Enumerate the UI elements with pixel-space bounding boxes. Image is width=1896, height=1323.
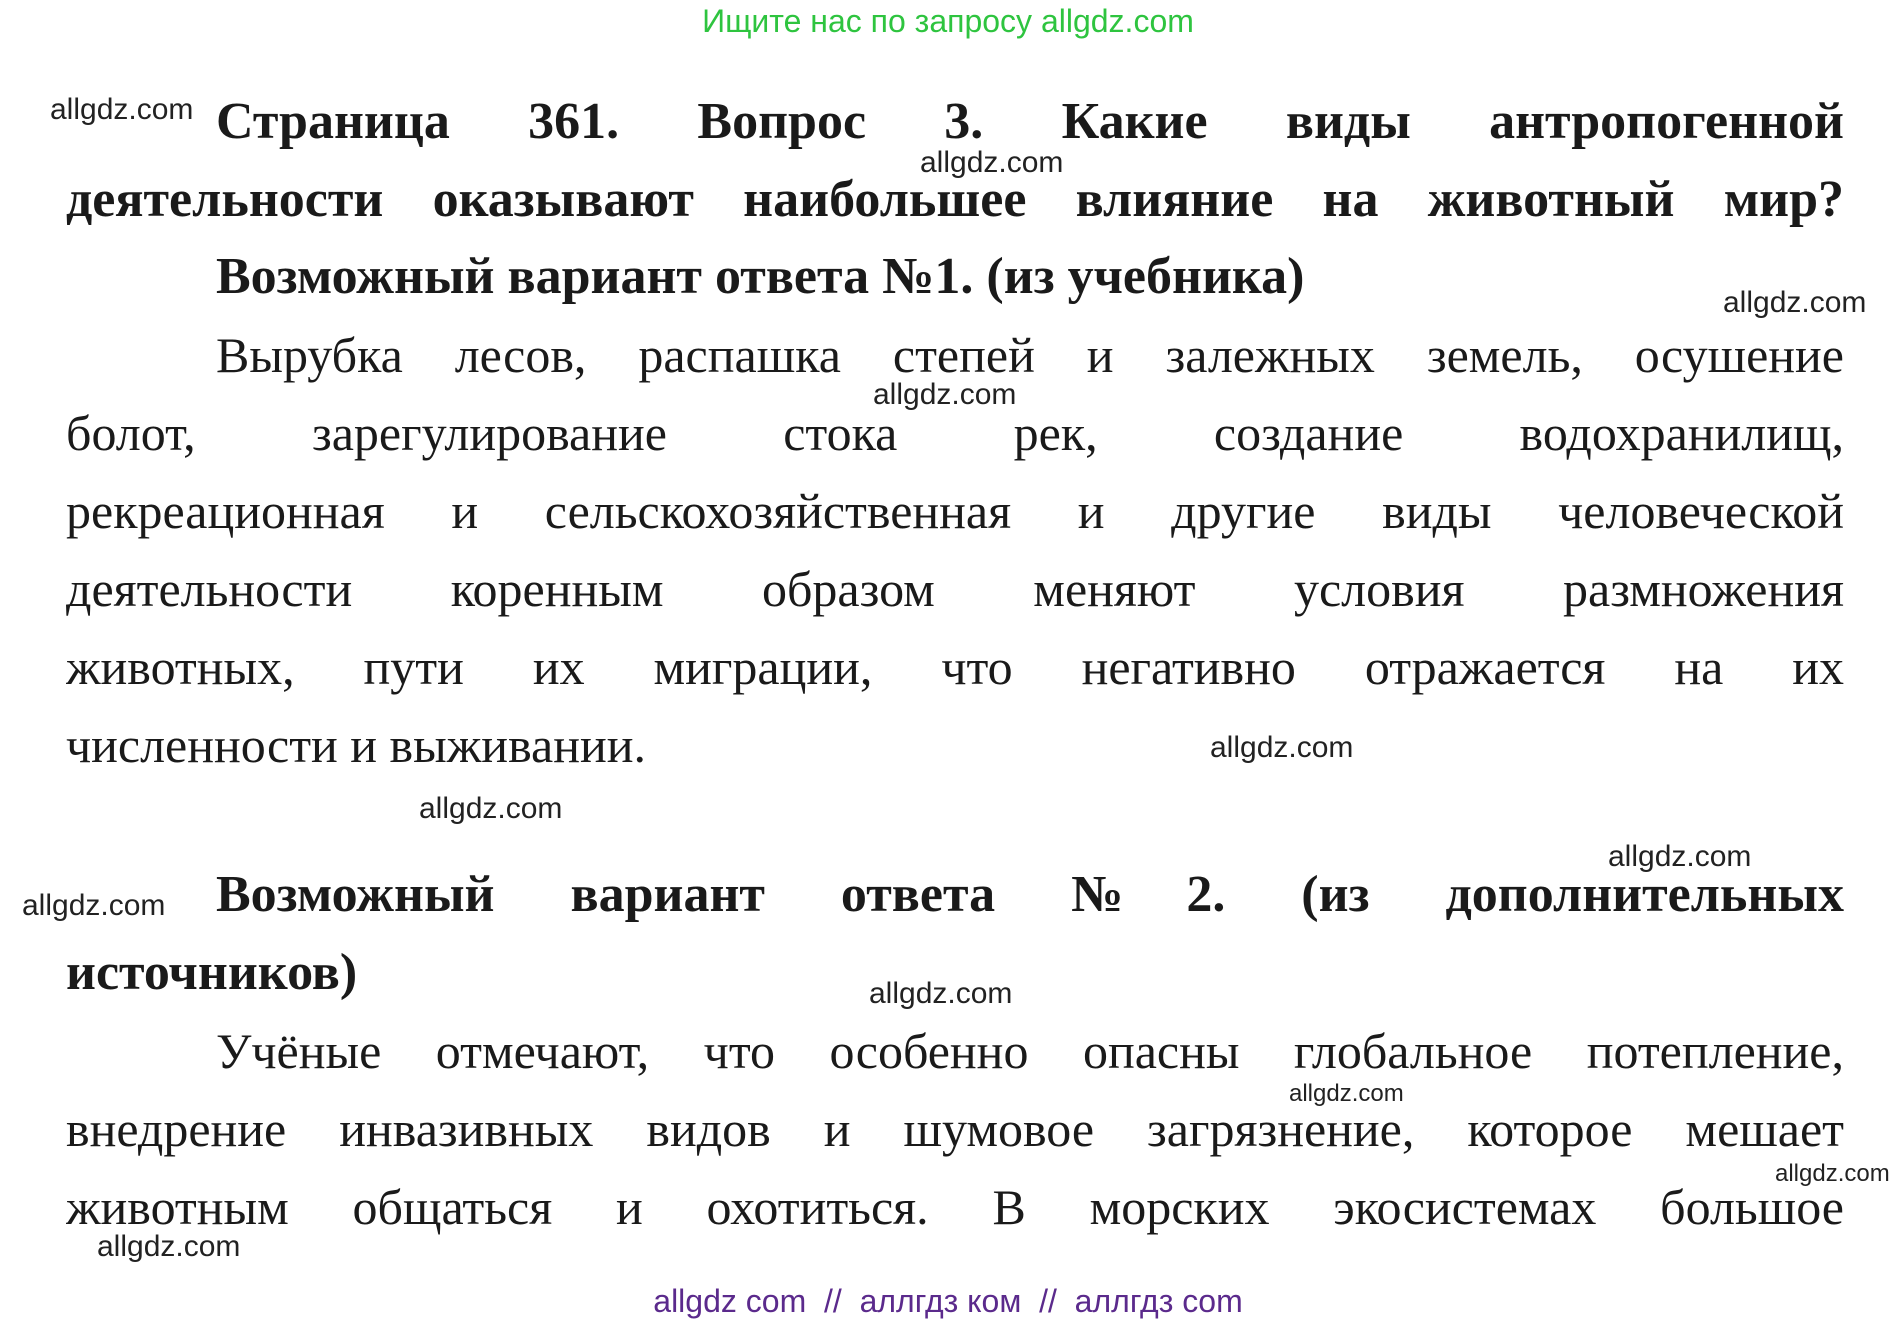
top-banner: Ищите нас по запросу allgdz.com bbox=[702, 3, 1194, 39]
answer-1-line: рекреационная и сельскохозяйственная и другие виды человеческой bbox=[66, 483, 1844, 539]
watermark: allgdz.com bbox=[419, 792, 563, 825]
watermark: allgdz.com bbox=[22, 889, 166, 922]
watermark: allgdz.com bbox=[1608, 840, 1752, 873]
answer-1-title: Возможный вариант ответа №1. (из учебника) bbox=[216, 248, 1305, 305]
answer-2-line: внедрение инвазивных видов и шумовое загрязнение, которое мешает bbox=[66, 1101, 1844, 1157]
answer-1-line: деятельности коренным образом меняют условия размножения bbox=[66, 561, 1844, 617]
watermark: allgdz.com bbox=[873, 378, 1017, 411]
footer: allgdz com // аллгдз ком // аллгдз com bbox=[653, 1283, 1243, 1319]
watermark: allgdz.com bbox=[1775, 1160, 1890, 1187]
question-heading-line-2: деятельности оказывают наибольшее влияние на животный мир? bbox=[66, 171, 1844, 228]
watermark: allgdz.com bbox=[920, 146, 1064, 179]
watermark: allgdz.com bbox=[1723, 286, 1867, 319]
watermark: allgdz.com bbox=[97, 1230, 241, 1263]
watermark: allgdz.com bbox=[869, 977, 1013, 1010]
answer-2-title-line-1: Возможный вариант ответа №2. (из дополнительных bbox=[216, 866, 1844, 923]
answer-1-line: численности и выживании. bbox=[66, 717, 646, 773]
watermark: allgdz.com bbox=[50, 93, 194, 126]
answer-1-line: животных, пути их миграции, что негативно отражается на их bbox=[66, 639, 1844, 695]
watermark: allgdz.com bbox=[1210, 731, 1354, 764]
answer-2-line: Учёные отмечают, что особенно опасны глобальное потепление, bbox=[216, 1023, 1844, 1079]
question-heading-line-1: Страница 361. Вопрос 3. Какие виды антропогенной bbox=[216, 93, 1844, 150]
answer-2-line: животным общаться и охотиться. В морских экосистемах большое bbox=[66, 1179, 1844, 1235]
watermark: allgdz.com bbox=[1289, 1080, 1404, 1107]
answer-1-line: Вырубка лесов, распашка степей и залежных земель, осушение bbox=[216, 327, 1844, 383]
answer-2-title-line-2: источников) bbox=[66, 944, 358, 1001]
answer-1-line: болот, зарегулирование стока рек, создание водохранилищ, bbox=[66, 405, 1844, 461]
